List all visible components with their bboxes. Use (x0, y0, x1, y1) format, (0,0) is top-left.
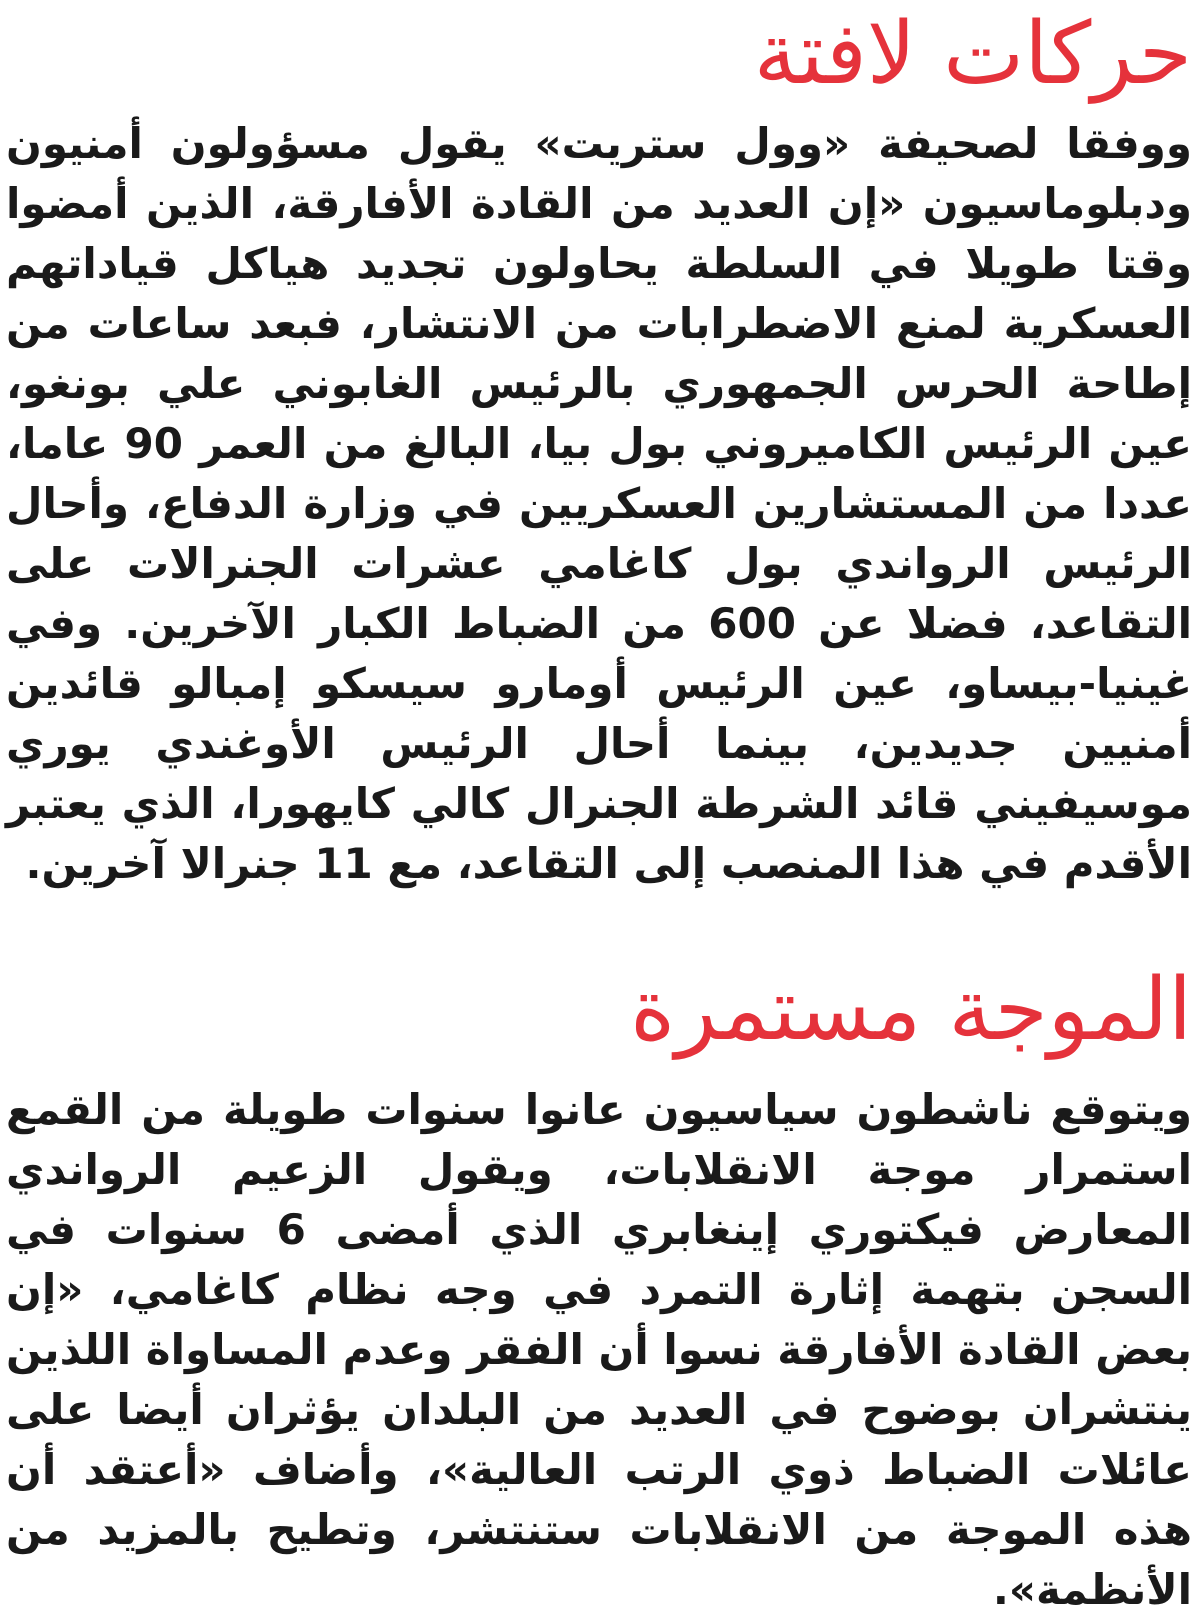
section-spacer (6, 894, 1192, 960)
section-heading-wave-continues: الموجة مستمرة (630, 960, 1192, 1060)
section-body-striking-moves: ووفقا لصحيفة «وول ستريت» يقول مسؤولون أمنيون ودبلوماسيون «إن العديد من القادة الأفارقة، الذين أمضوا وقتا طويلا في السلطة يحاولون تجديد هياكل قياداتهم العسكرية لمنع الاضطرابات من الانتشار، فبعد ساعات من إطاحة الحرس الجمهوري بالرئيس الغابوني علي بونغو، عين الرئيس الكاميروني بول بيا، البالغ من العمر 90 عاما، عددا من المستشارين العسكريين في وزارة الدفاع، وأحال الرئيس الرواندي بول كاغامي عشرات الجنرالات على التقاعد، فضلا عن 600 من الضباط الكبار الآخرين. وفي غينيا-بيساو، عين الرئيس أومارو سيسكو إمبالو قائدين أمنيين جديدين، بينما أحال الرئيس الأوغندي يوري موسيفيني قائد الشرطة الجنرال كالي كايهورا، الذي يعتبر الأقدم في هذا المنصب إلى التقاعد، مع 11 جنرالا آخرين. (6, 119, 1192, 888)
section-body-wave-continues: ويتوقع ناشطون سياسيون عانوا سنوات طويلة من القمع استمرار موجة الانقلابات، ويقول الزعيم الرواندي المعارض فيكتوري إينغابري الذي أمضى 6 سنوات في السجن بتهمة إثارة التمرد في وجه نظام كاغامي، «إن بعض القادة الأفارقة نسوا أن الفقر وعدم المساواة اللذين ينتشران بوضوح في العديد من البلدان يؤثران أيضا على عائلات الضباط ذوي الرتب العالية»، وأضاف «أعتقد أن هذه الموجة من الانقلابات ستنتشر، وتطيح بالمزيد من الأنظمة». (6, 1085, 1192, 1614)
section-heading-striking-moves: حركات لافتة (753, 4, 1192, 104)
